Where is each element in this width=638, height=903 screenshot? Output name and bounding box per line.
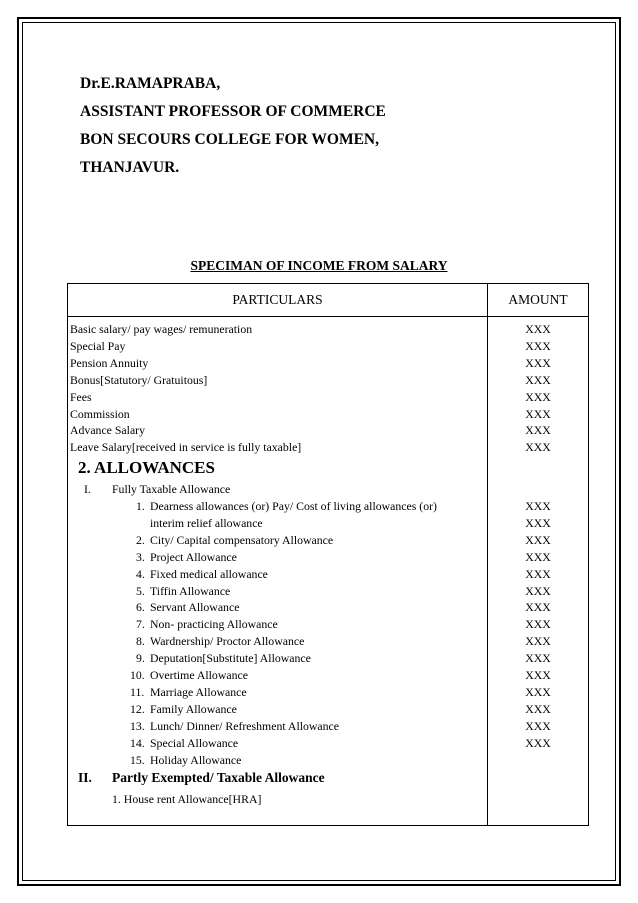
salary-amount: XXX <box>525 372 551 387</box>
allowance-item: Marriage Allowance <box>150 684 247 699</box>
allowance-item: Overtime Allowance <box>150 668 248 682</box>
allowance-number: 6. <box>136 600 145 615</box>
allowance-item: Family Allowance <box>150 701 237 716</box>
salary-item: Special Pay <box>70 338 126 353</box>
amount-header: AMOUNT <box>508 292 568 307</box>
allowance-amount: XXX <box>525 566 551 581</box>
allowance-amount: XXX <box>525 735 551 750</box>
allowance-number: 11. <box>130 684 145 699</box>
salary-item: Advance Salary <box>70 423 146 438</box>
author-header <box>80 70 386 182</box>
allowance-amount: XXX <box>525 617 551 632</box>
allowance-amount: XXX <box>525 668 551 682</box>
allowance-amount: XXX <box>525 634 551 649</box>
section-2-label: Partly Exempted/ Taxable Allowance <box>112 770 325 785</box>
allowance-number: 13. <box>130 718 145 733</box>
allowance-item: Dearness allowances (or) Pay/ Cost of living allowances (or) <box>150 499 437 513</box>
salary-amount: XXX <box>525 355 551 370</box>
salary-item: Bonus[Statutory/ Gratuitous] <box>70 372 208 387</box>
allowance-amount: XXX <box>525 583 551 598</box>
author-college: BON SECOURS COLLEGE FOR WOMEN, <box>80 131 379 148</box>
header-divider <box>68 316 588 317</box>
section-1-number: I. <box>84 482 91 496</box>
allowance-amount: XXX <box>525 515 551 530</box>
allowance-item: City/ Capital compensatory Allowance <box>150 532 334 547</box>
allowance-number: 1. <box>136 499 145 513</box>
allowance-number: 3. <box>136 549 145 564</box>
author-name: Dr.E.RAMAPRABA, <box>80 75 221 92</box>
salary-amount: XXX <box>525 423 551 438</box>
allowance-amount: XXX <box>525 651 551 666</box>
section-2-number: II. <box>78 770 92 785</box>
salary-amount: XXX <box>525 406 551 421</box>
allowance-number: 15. <box>130 752 145 767</box>
allowance-amount: XXX <box>525 701 551 716</box>
allowance-amount: XXX <box>525 549 551 564</box>
allowance-item: Lunch/ Dinner/ Refreshment Allowance <box>150 718 340 733</box>
allowance-amount: XXX <box>525 684 551 699</box>
section-1-label: Fully Taxable Allowance <box>112 482 231 496</box>
salary-item: Fees <box>70 389 92 404</box>
allowance-amount: XXX <box>525 718 551 733</box>
allowance-number: 10. <box>130 668 145 682</box>
document-title: SPECIMAN OF INCOME FROM SALARY <box>190 258 448 273</box>
allowance-item: Wardnership/ Proctor Allowance <box>150 634 305 649</box>
salary-amount: XXX <box>525 389 551 404</box>
allowance-number: 5. <box>136 583 145 598</box>
allowance-number: 7. <box>136 617 145 632</box>
allowance-item: Special Allowance <box>150 735 239 750</box>
allowance-item: Project Allowance <box>150 549 237 564</box>
allowance-amount: XXX <box>525 600 551 615</box>
allowance-item: Deputation[Substitute] Allowance <box>150 651 311 666</box>
allowance-amount: XXX <box>525 499 551 513</box>
allowance-item: interim relief allowance <box>150 515 263 530</box>
salary-item: Commission <box>70 406 130 421</box>
allowance-number: 2. <box>136 532 145 547</box>
allowance-number: 4. <box>136 566 145 581</box>
allowance-item: Fixed medical allowance <box>150 566 268 581</box>
author-city: THANJAVUR. <box>80 159 180 176</box>
allowance-number: 14. <box>130 735 145 750</box>
allowance-number: 9. <box>136 651 145 666</box>
allowance-number: 12. <box>130 701 145 716</box>
allowance-number: 8. <box>136 634 145 649</box>
salary-item: Basic salary/ pay wages/ remuneration <box>70 322 253 336</box>
allowance-amount: XXX <box>525 532 551 547</box>
salary-amount: XXX <box>525 322 551 336</box>
particulars-header: PARTICULARS <box>232 292 323 307</box>
salary-amount: XXX <box>525 440 551 455</box>
allowance-item: Servant Allowance <box>150 600 240 615</box>
allowance-item: Tiffin Allowance <box>150 583 231 598</box>
salary-item: Pension Annuity <box>70 355 149 370</box>
income-table <box>67 283 589 826</box>
allowance-item: Non- practicing Allowance <box>150 617 278 632</box>
author-designation: ASSISTANT PROFESSOR OF COMMERCE <box>80 103 386 120</box>
salary-amount: XXX <box>525 338 551 353</box>
partly-exempted-item: 1. House rent Allowance[HRA] <box>112 792 262 806</box>
allowance-item: Holiday Allowance <box>150 752 242 767</box>
salary-item: Leave Salary[received in service is fully taxable] <box>70 440 302 455</box>
allowances-heading: 2. ALLOWANCES <box>78 458 215 477</box>
